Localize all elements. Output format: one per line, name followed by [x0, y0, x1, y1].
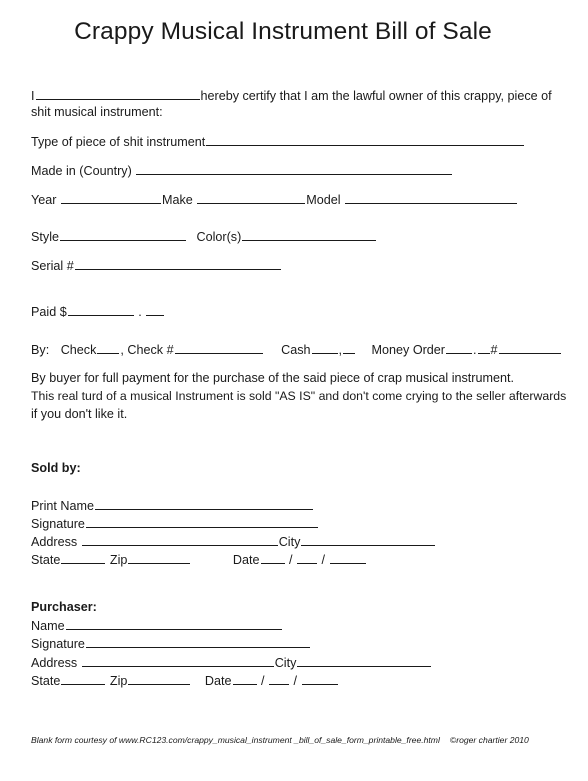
seller-date-slash-1: / — [289, 553, 293, 567]
seller-zip-field[interactable] — [128, 552, 190, 564]
seller-address-row — [31, 534, 436, 550]
owner-name-field[interactable] — [36, 88, 200, 100]
seller-date-slash-2: / — [321, 553, 326, 567]
certify-prefix: I — [31, 89, 35, 103]
cash-field[interactable] — [312, 342, 338, 354]
paid-dot: . — [138, 305, 142, 319]
seller-zip-label: Zip — [109, 553, 128, 567]
seller-signature-row — [31, 516, 319, 532]
seller-signature-label: Signature — [31, 517, 85, 531]
serial-row — [31, 258, 282, 274]
seller-date-month-field[interactable] — [261, 552, 285, 564]
serial-label: Serial # — [31, 259, 74, 273]
purchaser-zip-field[interactable] — [128, 673, 190, 685]
purchaser-heading: Purchaser: — [31, 600, 97, 614]
color-field[interactable] — [242, 229, 376, 241]
certify-line2: shit musical instrument: — [31, 105, 163, 119]
made-in-label: Made in (Country) — [31, 164, 132, 178]
model-field[interactable] — [345, 192, 517, 204]
purchaser-state-label: State — [31, 674, 61, 688]
check-number-field[interactable] — [175, 342, 263, 354]
cash-sep: , — [338, 343, 343, 357]
money-order-field[interactable] — [446, 342, 472, 354]
seller-print-name-row — [31, 498, 314, 514]
check-number-label: Check # — [127, 343, 174, 357]
country-field[interactable] — [136, 163, 452, 175]
purchaser-state-field[interactable] — [61, 673, 105, 685]
certify-text: hereby certify that I am the lawful owner of this crappy, piece of — [200, 89, 552, 103]
year-label: Year — [31, 193, 57, 207]
seller-address-label: Address — [31, 535, 78, 549]
money-order-number-field[interactable] — [499, 342, 561, 354]
purchaser-zip-label: Zip — [109, 674, 128, 688]
payment-method-row — [31, 342, 562, 358]
statement-line3: if you don't like it. — [31, 407, 128, 421]
seller-print-name-field[interactable] — [95, 498, 313, 510]
purchaser-address-field[interactable] — [82, 655, 274, 667]
purchaser-name-label: Name — [31, 619, 65, 633]
make-label: Make — [161, 193, 193, 207]
purchaser-state-row — [31, 673, 339, 689]
check-sep: , — [120, 343, 124, 357]
cash-cents-field[interactable] — [343, 342, 355, 354]
seller-city-field[interactable] — [301, 534, 435, 546]
purchaser-date-label: Date — [204, 674, 232, 688]
purchaser-signature-field[interactable] — [86, 636, 310, 648]
seller-heading: Sold by: — [31, 461, 81, 475]
purchaser-city-label: City — [274, 656, 297, 670]
check-field[interactable] — [97, 342, 119, 354]
form-title: Crappy Musical Instrument Bill of Sale — [74, 18, 492, 45]
purchaser-date-slash-1: / — [261, 674, 265, 688]
seller-state-field[interactable] — [61, 552, 105, 564]
purchaser-address-row — [31, 655, 432, 671]
purchaser-signature-label: Signature — [31, 637, 85, 651]
paid-label: Paid $ — [31, 305, 67, 319]
seller-date-year-field[interactable] — [330, 552, 366, 564]
purchaser-name-row — [31, 618, 283, 634]
seller-city-label: City — [278, 535, 301, 549]
type-row — [31, 134, 525, 150]
paid-dollars-field[interactable] — [68, 304, 134, 316]
paid-cents-field[interactable] — [146, 304, 164, 316]
purchaser-date-year-field[interactable] — [302, 673, 338, 685]
check-label: Check — [60, 343, 97, 357]
footer-credit: ©roger chartier 2010 — [449, 735, 529, 745]
instrument-type-field[interactable] — [206, 134, 524, 146]
seller-date-label: Date — [232, 553, 260, 567]
paid-row — [31, 304, 165, 320]
money-order-hash: # — [490, 343, 498, 357]
certify-row — [31, 88, 552, 104]
style-color-row — [31, 229, 377, 245]
model-label: Model — [306, 193, 341, 207]
seller-print-name-label: Print Name — [31, 499, 94, 513]
seller-address-field[interactable] — [82, 534, 278, 546]
footer — [31, 735, 529, 745]
statement-line1: By buyer for full payment for the purchase of the said piece of crap musical instrument. — [31, 371, 514, 385]
purchaser-name-field[interactable] — [66, 618, 282, 630]
purchaser-date-slash-2: / — [293, 674, 298, 688]
purchaser-city-field[interactable] — [297, 655, 431, 667]
color-label: Color(s) — [196, 230, 242, 244]
money-order-label: Money Order — [371, 343, 446, 357]
seller-signature-field[interactable] — [86, 516, 318, 528]
purchaser-date-month-field[interactable] — [233, 673, 257, 685]
type-label: Type of piece of shit instrument — [31, 135, 206, 149]
seller-date-day-field[interactable] — [297, 552, 317, 564]
statement-line2: This real turd of a musical Instrument is sold "AS IS" and don't come crying to the seller afterwards — [31, 389, 567, 403]
style-field[interactable] — [60, 229, 186, 241]
by-label: By: — [31, 343, 50, 357]
footer-source: Blank form courtesy of www.RC123.com/crappy_musical_instrument _bill_of_sale_form_printable_free.html — [31, 735, 440, 745]
seller-state-label: State — [31, 553, 61, 567]
serial-field[interactable] — [75, 258, 281, 270]
money-order-cents-field[interactable] — [478, 342, 490, 354]
purchaser-address-label: Address — [31, 656, 78, 670]
cash-label: Cash — [281, 343, 311, 357]
purchaser-date-day-field[interactable] — [269, 673, 289, 685]
made-in-row — [31, 163, 453, 179]
year-field[interactable] — [61, 192, 161, 204]
year-make-model-row — [31, 192, 518, 208]
purchaser-signature-row — [31, 636, 311, 652]
seller-state-row — [31, 552, 367, 568]
money-order-dot: . — [473, 343, 477, 357]
make-field[interactable] — [197, 192, 305, 204]
style-label: Style — [31, 230, 59, 244]
